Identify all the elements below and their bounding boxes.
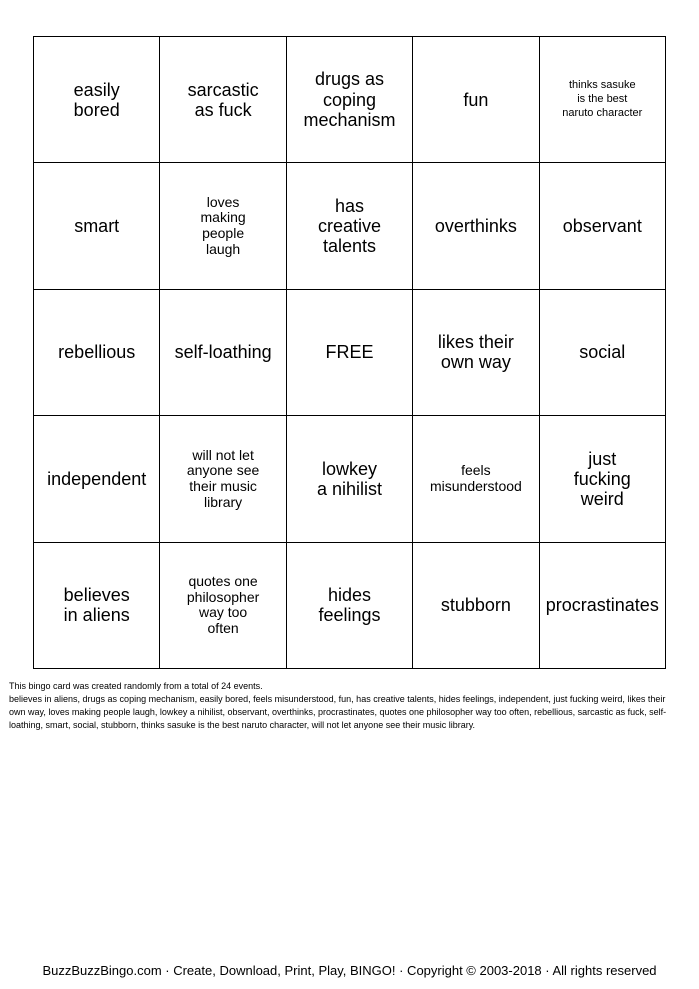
bingo-card (33, 36, 666, 669)
site-footer: BuzzBuzzBingo.com · Create, Download, Print, Play, BINGO! · Copyright © 2003-2018 · All rights reserved (42, 963, 657, 978)
card-info-summary: This bingo card was created randomly from a total of 24 events. (9, 681, 263, 691)
bingo-cell: fun (413, 37, 539, 163)
bingo-cell: thinks sasuke is the best naruto character (540, 37, 666, 163)
bingo-cell: hides feelings (287, 543, 413, 669)
bingo-cell: likes their own way (413, 290, 539, 416)
bingo-cell: lowkey a nihilist (287, 416, 413, 542)
bingo-cell: believes in aliens (34, 543, 160, 669)
bingo-cell: quotes one philosopher way too often (160, 543, 286, 669)
bingo-cell: sarcastic as fuck (160, 37, 286, 163)
bingo-cell: self-loathing (160, 290, 286, 416)
bingo-cell: procrastinates (540, 543, 666, 669)
bingo-cell: feels misunderstood (413, 416, 539, 542)
bingo-cell: easily bored (34, 37, 160, 163)
bingo-cell: loves making people laugh (160, 163, 286, 289)
bingo-cell: stubborn (413, 543, 539, 669)
bingo-cell: has creative talents (287, 163, 413, 289)
bingo-cell: drugs as coping mechanism (287, 37, 413, 163)
bingo-cell: overthinks (413, 163, 539, 289)
bingo-cell: social (540, 290, 666, 416)
bingo-cell: independent (34, 416, 160, 542)
bingo-cell: observant (540, 163, 666, 289)
free-space-cell: FREE (287, 290, 413, 416)
bingo-cell: just fucking weird (540, 416, 666, 542)
card-info (9, 680, 679, 732)
bingo-cell: will not let anyone see their music library (160, 416, 286, 542)
bingo-cell: smart (34, 163, 160, 289)
bingo-cell: rebellious (34, 290, 160, 416)
card-info-event-list: believes in aliens, drugs as coping mechanism, easily bored, feels misunderstood, fun, has creative talents, hides feelings, independent, just fucking weird, likes their own way, loves making people laugh, lowkey a nihilist, observant, overthinks, procrastinates, quotes one philosopher way too often, rebellious, sarcastic as fuck, self-loathing, smart, social, stubborn, thinks sasuke is the best naruto character, will not let anyone see their music library. (9, 694, 667, 731)
